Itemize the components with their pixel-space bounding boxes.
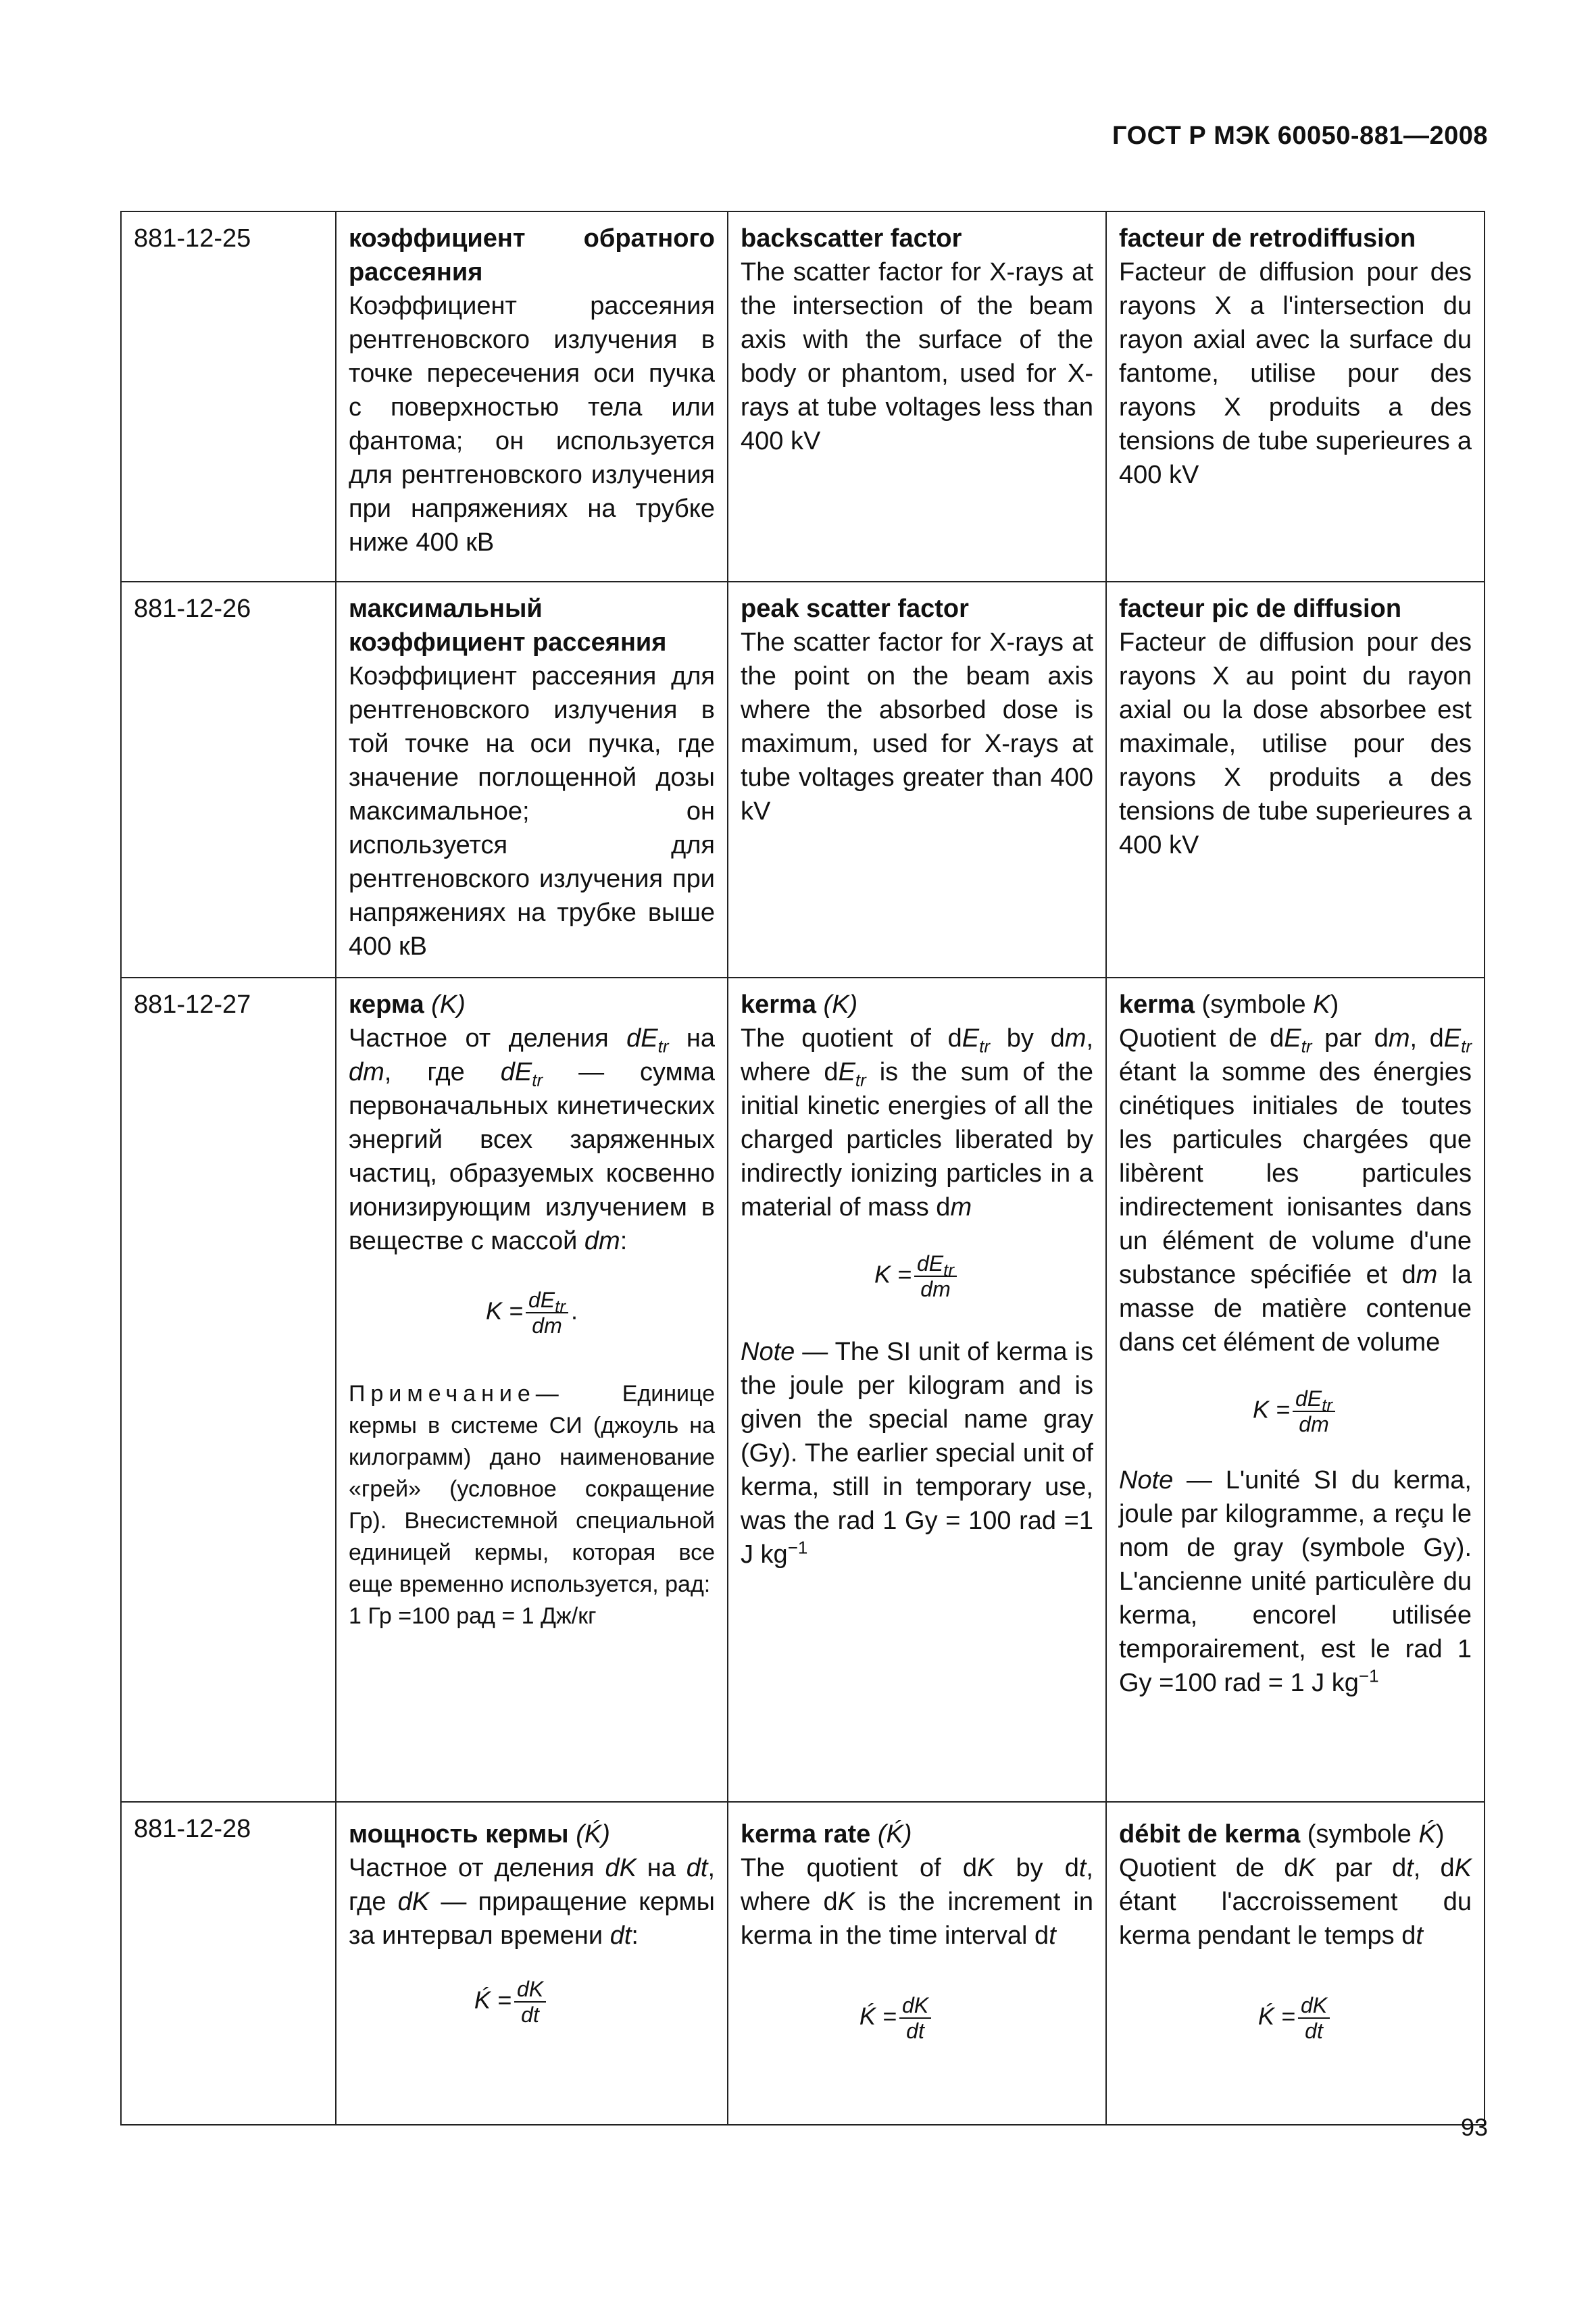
ru-term: керма (K) <box>349 990 466 1019</box>
ru-term: максимальный коэффициент рассеяния <box>349 595 667 657</box>
fr-term: facteur pic de diffusion <box>1119 595 1402 623</box>
ru-cell <box>336 211 728 582</box>
terms-table <box>120 211 1485 2126</box>
fr-term: débit de kerma (symbole Ḱ) <box>1119 1820 1445 1848</box>
en-term: kerma rate (Ḱ) <box>741 1820 912 1848</box>
kerma-formula: K = $\frac{dE_{tr}}{dm}$ <box>741 1251 1093 1301</box>
ru-definition: Частное от деления $dE_{tr}$ на dm, где $dE_{tr}$ — сумма первоначальных кинетических энергий всех заряженных частиц, образуемых косвенно ионизирующим излучением в веществе с массой dm: <box>349 1024 715 1255</box>
ru-cell <box>336 978 728 1802</box>
fr-term: facteur de retrodiffusion <box>1119 224 1416 253</box>
entry-code: 881-12-27 <box>121 978 336 1802</box>
fr-note: Note — L'unité SI du kerma, joule par kilogramme, a reçu le nom de gray (symbole Gy). L'ancienne unité particulère du kerma, encorel utilisée temporairement, est le rad 1 Gy =100 rad = 1 J $kg^{-1}$ <box>1119 1466 1472 1697</box>
fr-definition: Quotient de $dE_{tr}$ par dm, $dE_{tr}$ étant la somme des énergies cinétiques initiales de toutes les particules chargées que libèrent les particules indirectement ionisantes dans un élément de volume d'une substance spécifiée et dm la masse de matière contenue dans cet élément de volume <box>1119 1024 1472 1357</box>
en-definition: The quotient of $dE_{tr}$ by dm, where $dE_{tr}$ is the sum of the initial kinetic energies of all the charged particles liberated by indirectly ionizing particles in a material of mass dm <box>741 1024 1093 1222</box>
en-term: peak scatter factor <box>741 595 969 623</box>
en-cell <box>728 582 1106 978</box>
ru-term: мощность кермы (Ḱ) <box>349 1820 610 1848</box>
fr-cell <box>1106 211 1485 582</box>
en-definition: The scatter factor for X-rays at the intersection of the beam axis with the surface of the body or phantom, used for X-rays at tube voltages less than 400 kV <box>741 258 1093 455</box>
en-cell <box>728 1802 1106 2125</box>
ru-note: Примечание— Единице кермы в системе СИ (джоуль на килограмм) дано наименование «грей» (условное сокращение Гр). Внесистемной специальной единицей кермы, которая все еще временно используется, рад: <box>349 1381 715 1597</box>
fr-cell <box>1106 582 1485 978</box>
fr-definition: Quotient de dK par dt, dK étant l'accroissement du kerma pendant le temps dt <box>1119 1854 1472 1950</box>
ru-cell <box>336 582 728 978</box>
ru-definition: Частное от деления dK на dt, где dK — приращение кермы за интервал времени dt: <box>349 1854 716 1950</box>
ru-note-equation: 1 Гр =100 рад = 1 Дж/кг <box>349 1603 597 1629</box>
table-row <box>121 211 1485 582</box>
table-row <box>121 1802 1485 2125</box>
ru-cell <box>336 1802 728 2125</box>
en-definition: The scatter factor for X-rays at the point on the beam axis where the absorbed dose is maximum, used for X-rays at tube voltages greater than 400 kV <box>741 628 1093 826</box>
entry-code: 881-12-25 <box>121 211 336 582</box>
en-definition: The quotient of dK by dt, where dK is the increment in kerma in the time interval dt <box>741 1854 1093 1950</box>
ru-definition: Коэффициент рассеяния рентгеновского излучения в точке пересечения оси пучка с поверхностью тела или фантома; он используется для рентгеновского излучения при напряжениях на трубке ниже 400 кВ <box>349 292 715 557</box>
en-cell <box>728 211 1106 582</box>
kerma-rate-formula: Ḱ = $\frac{dK}{dt}$ <box>349 1977 674 2027</box>
kerma-rate-formula: Ḱ = $\frac{dK}{dt}$ <box>1119 1993 1472 2043</box>
table-row <box>121 582 1485 978</box>
ru-definition: Коэффициент рассеяния для рентгеновского излучения в той точке на оси пучка, где значение поглощенной дозы максимальное; он используется для рентгеновского излучения при напряжениях на трубке выше 400 кВ <box>349 662 715 961</box>
fr-cell <box>1106 978 1485 1802</box>
en-term: kerma (K) <box>741 990 858 1019</box>
standard-header: ГОСТ Р МЭК 60050-881—2008 <box>1112 122 1488 150</box>
kerma-formula: K = $\frac{dE_{tr}}{dm}$ <box>1119 1386 1472 1436</box>
kerma-formula: K = $\frac{dE_{tr}}{dm}$ . <box>485 1288 578 1338</box>
table-row <box>121 978 1485 1802</box>
fr-definition: Facteur de diffusion pour des rayons X a l'intersection du rayon axial avec la surface du fantome, utilise pour des rayons X produits a des tensions de tube superieures a 400 kV <box>1119 258 1472 489</box>
ru-term: коэффициент обратного рассеяния <box>349 224 715 286</box>
entry-code: 881-12-28 <box>121 1802 336 2125</box>
fr-cell <box>1106 1802 1485 2125</box>
fr-term: kerma (symbole K) <box>1119 990 1339 1019</box>
en-cell <box>728 978 1106 1802</box>
fr-definition: Facteur de diffusion pour des rayons X au point du rayon axial ou la dose absorbee est maximale, utilise pour des rayons X produits a des tensions de tube superieures a 400 kV <box>1119 628 1472 859</box>
entry-code: 881-12-26 <box>121 582 336 978</box>
en-term: backscatter factor <box>741 224 962 253</box>
page-number: 93 <box>1460 2113 1488 2141</box>
en-note: Note — The SI unit of kerma is the joule per kilogram and is given the special name gray (Gy). The earlier special unit of kerma, still in temporary use, was the rad 1 Gy = 100 rad =1 J $kg^{-1}$ <box>741 1338 1093 1569</box>
kerma-rate-formula: Ḱ = $\frac{dK}{dt}$ <box>741 1993 1053 2043</box>
